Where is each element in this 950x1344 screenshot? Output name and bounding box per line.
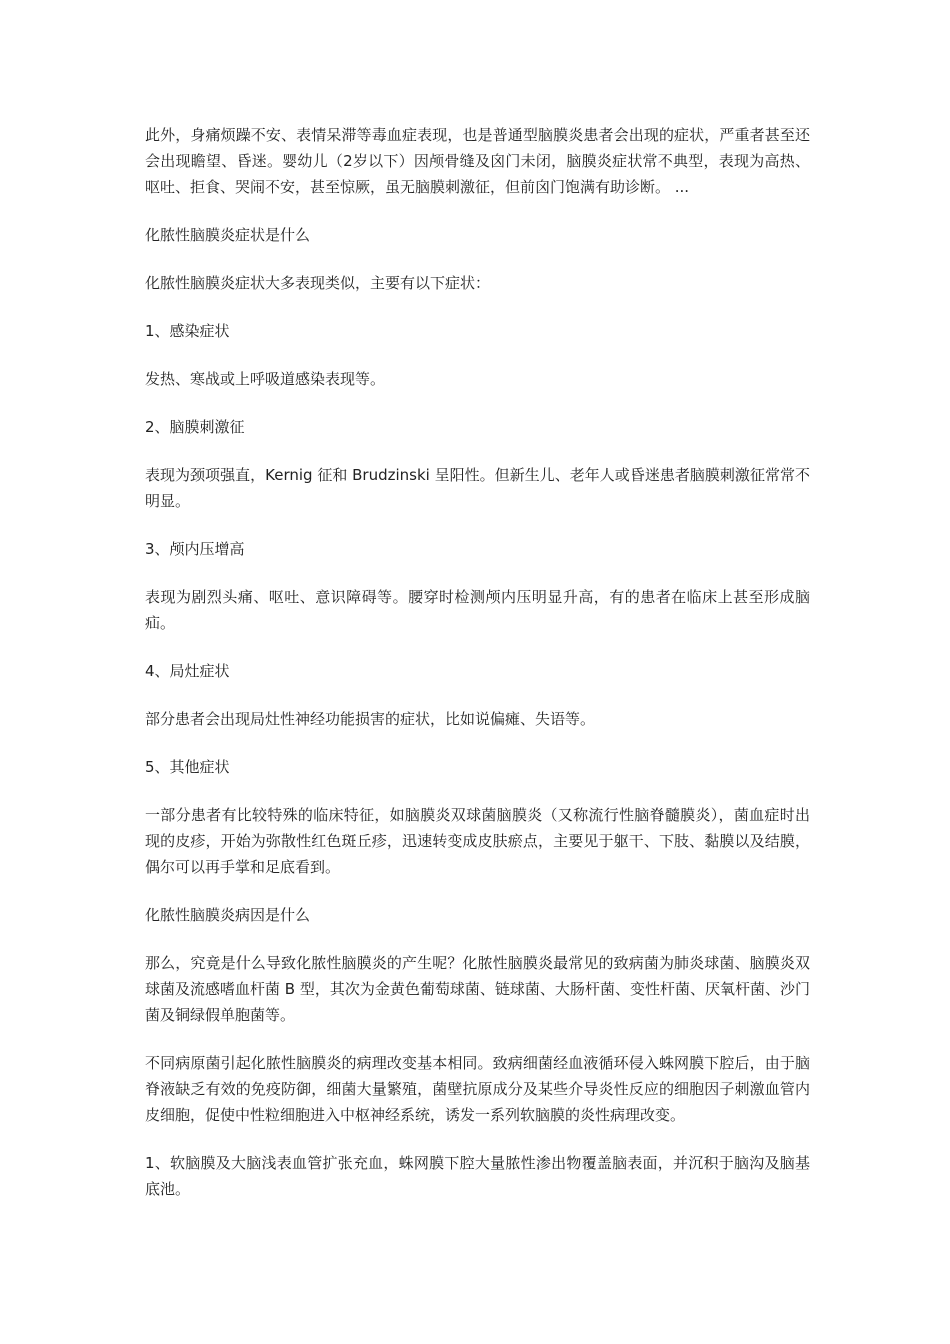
heading-causes: 化脓性脑膜炎病因是什么 <box>145 906 311 924</box>
paragraph-causes-pathology: 不同病原菌引起化脓性脑膜炎的病理改变基本相同。致病细菌经血液循环侵入蛛网膜下腔后，由于脑脊液缺乏有效的免疫防御，细菌大量繁殖，菌壁抗原成分及某些介导炎性反应的细胞因子刺激血管内皮细胞，促使中性粒细胞进入中枢神经系统，诱发一系列软脑膜的炎性病理改变。 <box>145 1054 810 1124</box>
paragraph-causes-pathogens: 那么，究竟是什么导致化脓性脑膜炎的产生呢？化脓性脑膜炎最常见的致病菌为肺炎球菌、脑膜炎双球菌及流感嗜血杆菌 B 型，其次为金黄色葡萄球菌、链球菌、大肠杆菌、变性杆菌、厌氧杆菌、沙门菌及铜绿假单胞菌等。 <box>145 954 810 1024</box>
document-body <box>145 122 810 1224</box>
paragraph-intro-symptoms: 此外，身痛烦躁不安、表情呆滞等毒血症表现，也是普通型脑膜炎患者会出现的症状，严重者甚至还会出现瞻望、昏迷。婴幼儿（2岁以下）因颅骨缝及囟门未闭，脑膜炎症状常不典型，表现为高热、呕吐、拒食、哭闹不安，甚至惊厥，虽无脑膜刺激征，但前囟门饱满有助诊断。 ... <box>145 126 810 196</box>
paragraph-pathology-point-1: 1、软脑膜及大脑浅表血管扩张充血，蛛网膜下腔大量脓性渗出物覆盖脑表面，并沉积于脑沟及脑基底池。 <box>145 1154 810 1198</box>
paragraph-focal-symptoms: 部分患者会出现局灶性神经功能损害的症状，比如说偏瘫、失语等。 <box>145 710 596 728</box>
paragraph-intracranial-pressure: 表现为剧烈头痛、呕吐、意识障碍等。腰穿时检测颅内压明显升高，有的患者在临床上甚至形成脑疝。 <box>145 588 810 632</box>
paragraph-infection-symptoms: 发热、寒战或上呼吸道感染表现等。 <box>145 370 386 388</box>
paragraph-other-symptoms: 一部分患者有比较特殊的临床特征，如脑膜炎双球菌脑膜炎（又称流行性脑脊髓膜炎），菌血症时出现的皮疹，开始为弥散性红色斑丘疹，迅速转变成皮肤瘀点，主要见于躯干、下肢、黏膜以及结膜，偶尔可以再手掌和足底看到。 <box>145 806 810 876</box>
heading-focal-symptoms: 4、局灶症状 <box>145 662 230 680</box>
heading-infection-symptoms: 1、感染症状 <box>145 322 230 340</box>
heading-meningeal-irritation: 2、脑膜刺激征 <box>145 418 245 436</box>
heading-intracranial-pressure: 3、颅内压增高 <box>145 540 245 558</box>
paragraph-symptoms-overview: 化脓性脑膜炎症状大多表现类似，主要有以下症状： <box>145 274 491 292</box>
paragraph-meningeal-irritation: 表现为颈项强直，Kernig 征和 Brudzinski 呈阳性。但新生儿、老年人或昏迷患者脑膜刺激征常常不明显。 <box>145 466 810 510</box>
heading-symptoms: 化脓性脑膜炎症状是什么 <box>145 226 311 244</box>
heading-other-symptoms: 5、其他症状 <box>145 758 230 776</box>
